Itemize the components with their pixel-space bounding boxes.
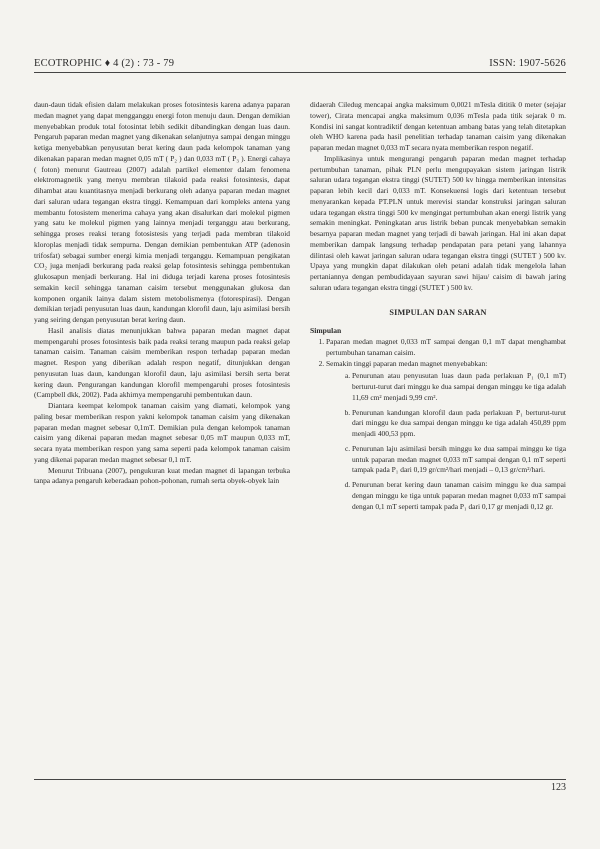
- header-rule: [34, 72, 566, 73]
- running-header: [34, 58, 566, 69]
- sub-list-item: a. Penurunan atau penyusutan luas daun pada perlakuan P₁ (0,1 mT) berturut-turut dari minggu ke dua sampai dengan minggu ke tiga adalah 11,69 cm² menjadi 9,99 cm².: [352, 371, 566, 403]
- left-column: [34, 100, 290, 487]
- journal-citation: ECOTROPHIC ♦ 4 (2) : 73 - 79: [34, 58, 175, 69]
- conclusion-list: [310, 337, 566, 512]
- list-item: [326, 337, 566, 359]
- paragraph: daun-daun tidak efisien dalam melakukan proses fotosintesis karena adanya paparan medan magnet yang dapat mengganggu energi foton menuju daun. Dengan demikian menyebabkan produk total fotosintat lebih sedikit dibandingkan dengan luas daun. Pengaruh paparan medan magnet yang dikenakan selanjutnya sampai dengan minggu ketiga menyebabkan penyusutan berat kering daun pada kelompok tanaman yang dikenakan paparan medan magnet 0,05 mT ( P₂ ) dan 0,033 mT ( P₃ ). Energi cahaya ( foton) menurut Gautreau (2007) adalah partikel elementer dalam fenomena elektromagnetik yang menyu membran tilakoid pada reaksi fotosintesis, dapat dihambat atau kuantitasnya menjadi berkurang oleh adanya paparan medan magnet dari saluran udara tegangan ekstra tinggi. Kemampuan dari kompleks antena yang membantu fotosistem menerima cahaya yang akan disalurkan dari molekul pigmen yang satu ke molekul pigmen yang lainnya menjadi terganggu atau berkurang, sehingga proses reaksi terang fotosistesis yang terjadi pada membran tilakoid kloroplas menjadi tidak sempurna. Dengan demikian pembentukan ATP (adenosin trifosfat) sebagai sumber energi kimia menjadi terganggu. Kemampuan pengikatan CO₂ juga menjadi berkurang pada reaksi gelap fotosintesis sehingga pembentukan glukosapun menjadi berkurang. Hal ini diduga terjadi karena proses fotosintesis semakin kecil sehingga tanaman caisim tersebut menggunakan glukosa dan komponen organik lainya dalam sistem metobolismenya (fotorespirasi). Dengan demikian terjadi penyusutan luas daun, kandungan klorofil daun, laju asimilasi bersih yang seiring dengan penyusutan berat kering daun.: [34, 100, 290, 324]
- subsection-heading: Simpulan: [310, 326, 342, 336]
- section-title: SIMPULAN DAN SARAN: [389, 307, 487, 317]
- sub-list-item: c. Penurunan laju asimilasi bersih minggu ke dua sampai minggu ke tiga untuk paparan medan magnet 0,033 mT sampai dengan 0,1 mT seperti tampak pada P₁ dari 0,19 gr/cm²/hari menjadi – 0,13 gr/cm²/hari.: [352, 444, 566, 476]
- sub-list-item: d. Penurunan berat kering daun tanaman caisim minggu ke dua sampai dengan minggu ke tiga untuk paparan medan magnet 0,033 mT sampai dengan 0,1 mT seperti tampak pada P₁ dari 0,17 gr menjadi 0,12 gr.: [352, 480, 566, 512]
- sub-list-item: b. Penurunan kandungan klorofil daun pada perlakuan P₁ berturut-turut dari minggu ke dua sampai dengan minggu ke tiga adalah 450,89 ppm menjadi 400,53 ppm.: [352, 408, 566, 440]
- paragraph: didaerah Ciledug mencapai angka maksimum 0,0021 mTesla dititik 0 meter (sejajar tower), Cirata mencapai angka maksimum 0,036 mTesla pada titik sejarak 0 m. Kondisi ini sangat kontradiktif dengan ketentuan ambang batas yang telah ditetapkan oleh WHO karena pada hasil penelitian terhadap tanaman caisim yang dikenakan paparan medan magnet 0,033 mT secara nyata memberikan respon negatif.: [310, 100, 566, 152]
- page-number: 123: [551, 782, 566, 793]
- list-item-text: Semakin tinggi paparan medan magnet menyebabkan:: [326, 358, 488, 368]
- paragraph: Hasil analisis diatas menunjukkan bahwa paparan medan magnet dapat mempengaruhi proses fotosintesis baik pada reaksi terang maupun pada reaksi gelap tanaman caisim. Tanaman caisim memberikan respon terhadap paparan medan magnet. Respon yang diberikan adalah respon negatif, ditunjukkan dengan penyusutan luas daun, kandungan klorofil daun, laju asimilasi bersih serta berat kering daun. Pengurangan kandungan klorofil mempengaruhi proses fotosintesis (Campbell dkk, 2002). Pada akhirnya mempengaruhi pembentukan daun.: [34, 325, 290, 400]
- paragraph: Menurut Tribuana (2007), pengukuran kuat medan magnet di lapangan terbuka tanpa adanya pengaruh keberadaan pohon-pohonan, rumah serta obyek-obyek lain: [34, 465, 290, 486]
- footer-rule: [34, 779, 566, 780]
- right-column: [310, 100, 566, 516]
- paragraph: Implikasinya untuk mengurangi pengaruh paparan medan magnet terhadap pertumbuhan tanaman, pihak PLN perlu mengupayakan sistem jaringan listrik saluran udara tegangan ekstra tinggi (SUTET) 500 kv hingga memberikan intensitas paparan lebih kecil dari 0,033 mT. Konsekuensi logis dari ketentuan tersebut menyarankan kepada PT.PLN untuk merevisi standar konstruksi jaringan saluran udara tegangan ekstra tinggi 500 kv mengingat pertumbuhan akan energi listrik yang semakin meningkat. Peningkatan arus listrik beban puncak menyebabkan semakin besarnya paparan medan magnet yang terjadi di bawah jaringan. Hal ini akan dapat memberikan dampak langsung terhadap pendapatan para petani yang lahannya dilintasi oleh kawat jaringan saluran udara tegangan ekstra tinggi (SUTET ) 500 kv. Upaya yang mungkin dapat dilakukan oleh petani adalah tidak mengelola lahan pertaniannya dengan pembudidayaan sayuran sawi hijau/ caisim di bawah jaring saluran udara tegangan ekstra tinggi (SUTET ) 500 kv.: [310, 153, 566, 292]
- sub-list: [326, 371, 566, 512]
- list-item-text: Paparan medan magnet 0,033 mT sampai dengan 0,1 mT dapat menghambat pertumbuhan tanaman caisim.: [326, 337, 566, 357]
- issn-label: ISSN: 1907-5626: [489, 58, 566, 69]
- list-item: [326, 359, 566, 513]
- paragraph: Diantara keempat kelompok tanaman caisim yang diamati, kelompok yang paling besar memberikan respon yakni kelompok tanaman caisim yang dikenakan paparan medan magnet sebesar 0,1mT. Demikian pula dengan kelompok tanaman caisim yang dikenai paparan medan magnet sebesar 0,05 mT maupun 0,033 mT, secara nyata memberikan respon yang sama seperti pada kelompok tanaman caisim yang dikenai paparan medan magnet sebesar 0,1 mT.: [34, 401, 290, 464]
